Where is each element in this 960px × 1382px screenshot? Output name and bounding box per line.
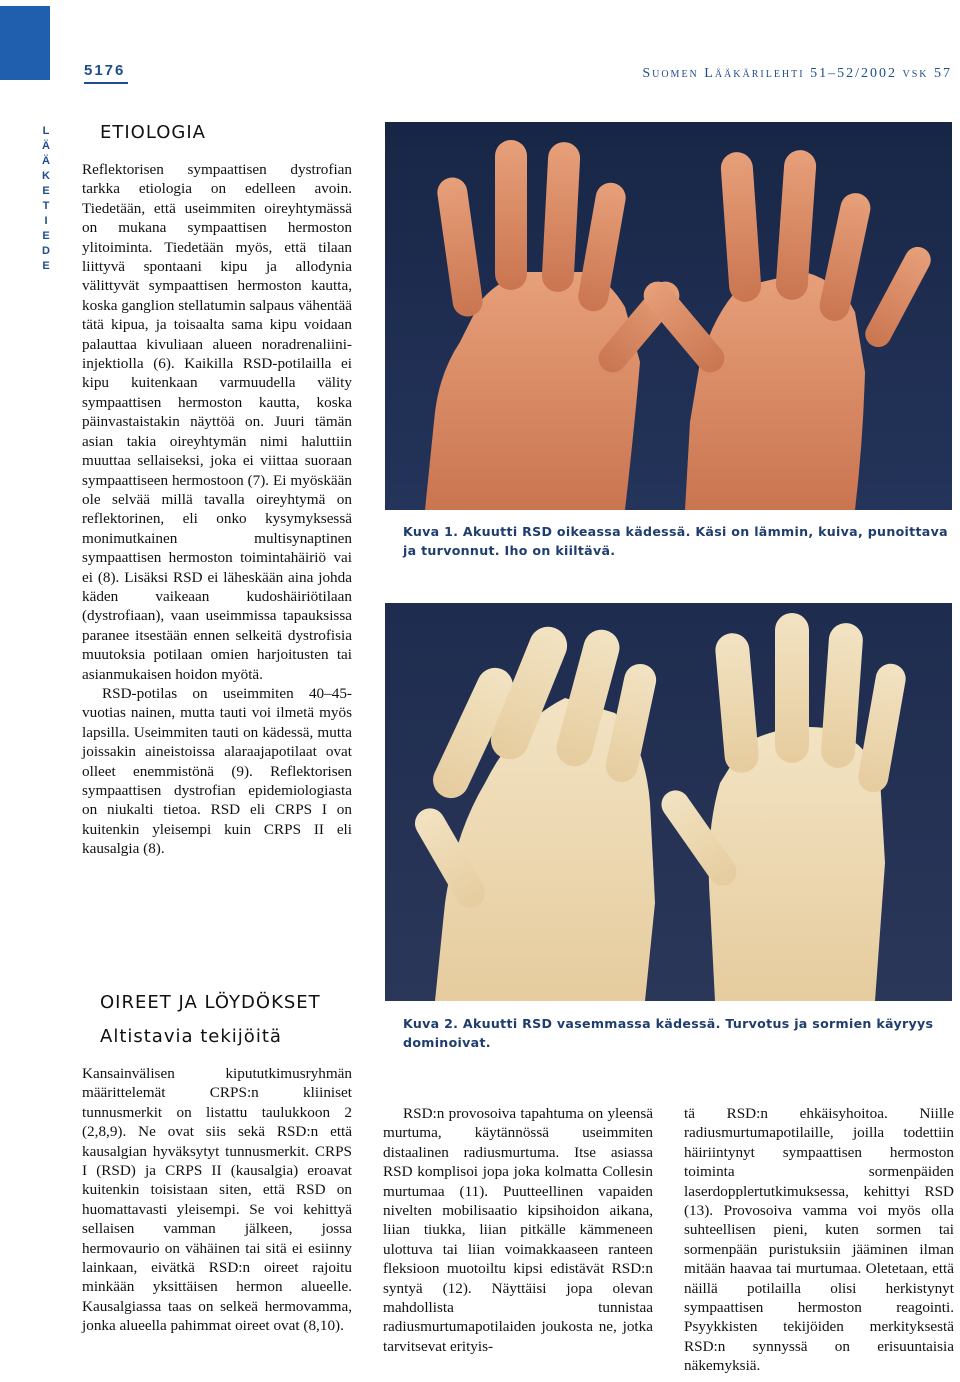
heading-etiologia: ETIOLOGIA — [100, 122, 206, 143]
section-label-vertical — [38, 124, 54, 274]
section-letter: K — [42, 170, 50, 182]
figure-2-photo — [385, 603, 952, 1001]
section-letter: I — [44, 215, 48, 227]
section-letter: T — [42, 200, 50, 212]
paragraph: Reflektorisen sympaattisen dystrofian tarkka etiologia on edelleen avoin. Tiedetään, että useimmiten oireyhtymässä on mukana sympaattisen hermoston ylitoiminta. Tiedetään myös, että tilaan liittyvä spontaani kipu ja allodynia välittyvät sympaattisen hermoston kautta, koska ganglion stellatumin salpaus vähentää tätä kipua, ja toisaalta sama kipu voidaan palauttaa kivuliaan alueen noradrenaliini-injektiolla (6). Kaikilla RSD-potilailla ei kipu kuitenkaan varmuudella välity sympaattisen hermoston kautta, koska päinvastaistakin näyttöä on. Juuri tämän asian takia oireyhtymän nimi haluttiin muuttaa sellaiseksi, joka ei viittaa suoraan sympaattiseen hermostoon (7). Ei myöskään ole selvää millä tavalla oireyhtymä on reflektorinen, eli onko kysymyksessä monimutkainen multisynaptinen sympaattisen hermoston toimintahäiriö vai ei (8). Lisäksi RSD ei läheskään aina johda käden vaikeaan kudoshäiriötilaan (dystrofiaan), vaan useimmissa tapauksissa paranee itsestään ennen selkeitä dystrofisia muutoksia potilaan omien harjoitusten tai asianmukaisen hoidon myötä. — [82, 161, 352, 683]
page-number: 5176 — [84, 62, 126, 79]
heading-oireet: OIREET JA LÖYDÖKSET — [100, 992, 321, 1013]
middle-column-text — [383, 1104, 653, 1356]
hands-photo-pale — [385, 603, 952, 1001]
section-letter: E — [42, 185, 50, 197]
paragraph: RSD:n provosoiva tapahtuma on yleensä murtuma, käytännössä useimmiten distaalinen radiusmurtuma. Itse asiassa RSD komplisoi jopa joka kolmatta Collesin murtumaa (11). Puutteellinen vapaiden nivelten mobilisaatio kipsihoidon aikana, liian tiukka, liian pitkälle kämmeneen ulottuva tai liian voimakkaaseen ranteen fleksioon muotoiltu kipsi edistävät RSD:n syntyä (12). Näyttäisi jopa olevan mahdollista tunnistaa radiusmurtumapotilaiden joukosta ne, jotka tarvitsevat erityis- — [383, 1105, 653, 1355]
journal-title: Suomen Lääkärilehti 51–52/2002 vsk 57 — [642, 66, 952, 81]
right-column-text — [684, 1104, 954, 1376]
section-letter: D — [42, 245, 50, 257]
section-color-tab — [0, 6, 50, 80]
paragraph: Kansainvälisen kipututkimusryhmän määrittelemät CRPS:n kliiniset tunnusmerkit on listattu taulukkoon 2 (2,8,9). Ne ovat siis sekä RSD:n että kausalgian hyväksytyt tunnusmerkit. CRPS I (RSD) ja CRPS II (kausalgia) eroavat kuitenkin toisistaan siten, että RSD on huomattavasti yleisempi. Se voi kehittyä sellaisen vamman jälkeen, jossa hermovaurio on vähäinen tai sitä ei esiinny lainkaan, eivätkä RSD:n oireet rajoitu minkään yksittäisen hermon alueelle. Kausalgiassa taas on selkeä hermovamma, jonka alueella pahimmat oireet ovat (8,10). — [82, 1065, 352, 1335]
section-letter: L — [42, 125, 50, 137]
hands-photo-red — [385, 122, 952, 510]
paragraph: RSD-potilas on useimmiten 40–45-vuotias nainen, mutta tauti voi ilmetä myös lapsilla. Useimmiten tauti on kädessä, mutta joissakin aineistoissa alaraajapotilaat ovat olleet enemmistönä (9). Reflektorisen sympaattisen dystrofian epidemiologiasta on niukalti tietoa. RSD eli CRPS I on kuitenkin yleisempi kuin CRPS II eli kausalgia (8). — [82, 684, 352, 858]
figure-2-caption: Kuva 2. Akuutti RSD vasemmassa kädessä. Turvotus ja sormien käyryys dominoivat. — [403, 1016, 934, 1050]
subheading-altistavia: Altistavia tekijöitä — [100, 1026, 282, 1047]
page-number-underline — [84, 82, 128, 84]
oireet-text — [82, 1064, 352, 1336]
section-letter: E — [42, 260, 50, 272]
paragraph: tä RSD:n ehkäisyhoitoa. Niille radiusmurtumapotilaille, joilla todettiin häiriintynyt sympaattisen hermoston toiminta sormenpäiden laserdopplertutkimuksessa, kehittyi RSD (13). Provosoiva vamma voi myös olla suhteellisen pieni, kuten sormen tai sormenpään puristuksiin jääminen ilman mitään haavaa tai murtumaa. Oletetaan, että näillä potilailla olisi herkistynyt sympaattisen hermoston reagointi. Psyykkisten tekijöiden merkityksestä RSD:n synnyssä on erisuuntaisia näkemyksiä. — [684, 1105, 954, 1375]
figure-1-photo — [385, 122, 952, 510]
section-letter: Ä — [42, 140, 50, 152]
section-letter: Ä — [42, 155, 50, 167]
section-letter: E — [42, 230, 50, 242]
etiologia-text — [82, 160, 352, 859]
figure-1-caption: Kuva 1. Akuutti RSD oikeassa kädessä. Käsi on lämmin, kuiva, punoittava ja turvonnut. Iho on kiiltävä. — [403, 524, 948, 558]
